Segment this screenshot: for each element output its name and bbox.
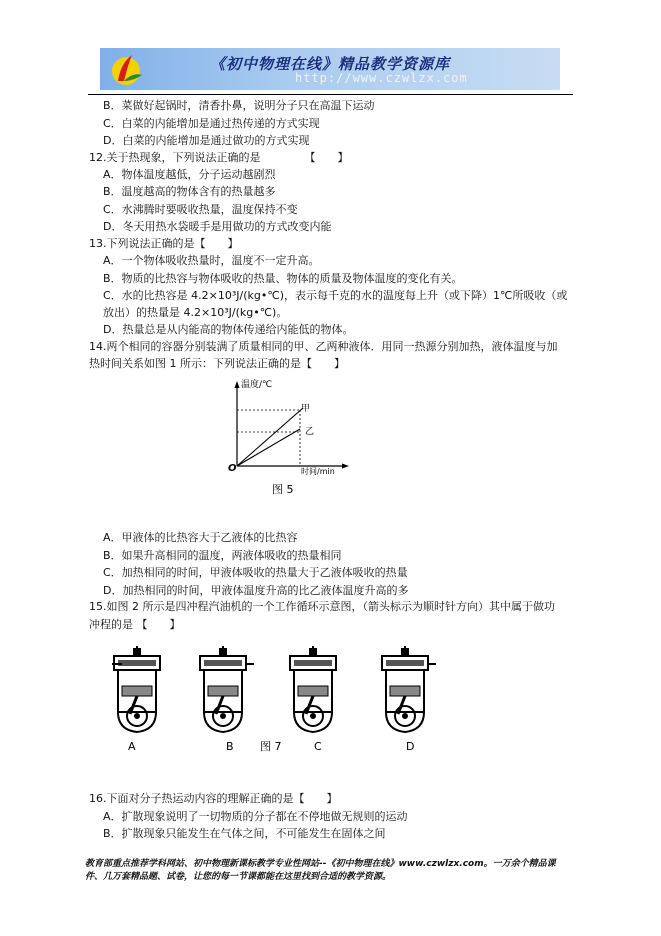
option-11b: B．菜做好起锅时，清香扑鼻，说明分子只在高温下运动 (103, 99, 375, 112)
question-16: 16.下面对分子热运动内容的理解正确的是【 】 (89, 792, 338, 805)
header-title: 《初中物理在线》精品教学资源库 (210, 55, 451, 73)
question-12-text: 12.关于热现象，下列说法正确的是 (89, 151, 261, 164)
option-12c: C．水沸腾时要吸收热量，温度保持不变 (103, 203, 298, 216)
series-a-line (237, 408, 303, 466)
temperature-time-graph (225, 373, 355, 498)
engine-label-d: D (406, 740, 415, 753)
series-a-label: 甲 (301, 404, 311, 414)
option-13c-line1: C．水的比热容是 4.2×10³J/(kg•℃)，表示每千克的水的温度每上升（或下降）1℃所吸收（或 (103, 289, 568, 302)
option-16a: A．扩散现象说明了一切物质的分子都在不停地做无规则的运动 (103, 810, 408, 823)
engine-b (200, 646, 254, 732)
option-11d: D．白菜的内能增加是通过做功的方式实现 (103, 134, 310, 147)
question-14-line2: 热时间关系如图 1 所示：下列说法正确的是【 】 (89, 357, 345, 370)
engine-d (382, 646, 436, 732)
engine-c (290, 646, 336, 732)
series-b-label: 乙 (305, 427, 315, 437)
question-14-line1: 14.两个相同的容器分别装满了质量相同的甲、乙两种液体．用同一热源分别加热，液体温度与加 (89, 340, 558, 353)
header-url[interactable]: http://www.czwlzx.com (295, 71, 468, 85)
header-divider (88, 94, 573, 95)
y-axis-arrow (235, 381, 240, 388)
y-axis-label: 温度/℃ (241, 380, 273, 390)
option-14a: A．甲液体的比热容大于乙液体的比热容 (103, 531, 298, 544)
engine-label-c: C (314, 740, 322, 753)
option-11c: C．白菜的内能增加是通过热传递的方式实现 (103, 117, 320, 130)
question-13: 13.下列说法正确的是【 】 (89, 237, 239, 250)
option-13d: D．热量总是从内能高的物体传递给内能低的物体。 (103, 323, 354, 336)
question-15-line2: 冲程的是 【 】 (89, 618, 181, 631)
engine-label-b: B (226, 740, 234, 753)
option-13c-line2: 放出）的热量是 4.2×10³J/(kg•℃)。 (103, 306, 288, 319)
option-16b: B．扩散现象只能发生在气体之间，不可能发生在固体之间 (103, 827, 386, 840)
series-b-line (237, 429, 300, 466)
option-13b: B．物质的比热容与物体吸收的热量、物体的质量及物体温度的变化有关。 (103, 272, 463, 285)
footer-line-1: 教育部重点推荐学科网站、初中物理新课标教学专业性网站--《初中物理在线》www.czwlzx.com。一万余个精品课 (85, 859, 556, 869)
question-15-line1: 15.如图 2 所示是四冲程汽油机的一个工作循环示意图，（箭头标示为顺时针方向）其中属于做功 (89, 600, 555, 613)
engine-label-a: A (128, 740, 136, 753)
x-axis-label: 时间/min (301, 467, 335, 476)
option-12a: A．物体温度越低，分子运动越剧烈 (103, 168, 276, 181)
option-12b: B．温度越高的物体含有的热量越多 (103, 185, 276, 198)
option-12d: D．冬天用热水袋暖手是用做功的方式改变内能 (103, 220, 332, 233)
engine-a (112, 646, 160, 732)
answer-bracket: 【 】 (304, 151, 349, 164)
x-axis-arrow (342, 464, 349, 469)
header-banner (100, 48, 560, 90)
engine-stroke-diagram (110, 638, 450, 758)
option-13a: A．一个物体吸收热量时，温度不一定升高。 (103, 254, 320, 267)
page-footer (85, 858, 585, 884)
origin-label: O (228, 463, 237, 474)
question-12 (89, 151, 349, 165)
footer-line-2: 件、几万套精品题、试卷，让您的每一节课都能在这里找到合适的教学资源。 (85, 872, 392, 882)
option-14c: C．加热相同的时间，甲液体吸收的热量大于乙液体吸收的热量 (103, 566, 408, 579)
site-logo-icon (106, 51, 146, 87)
option-14d: D．加热相同的时间，甲液体温度升高的比乙液体温度升高的多 (103, 584, 409, 597)
engine-caption: 图 7 (260, 740, 282, 753)
graph-caption: 图 5 (272, 483, 294, 496)
option-14b: B．如果升高相同的温度，两液体吸收的热量相同 (103, 549, 342, 562)
